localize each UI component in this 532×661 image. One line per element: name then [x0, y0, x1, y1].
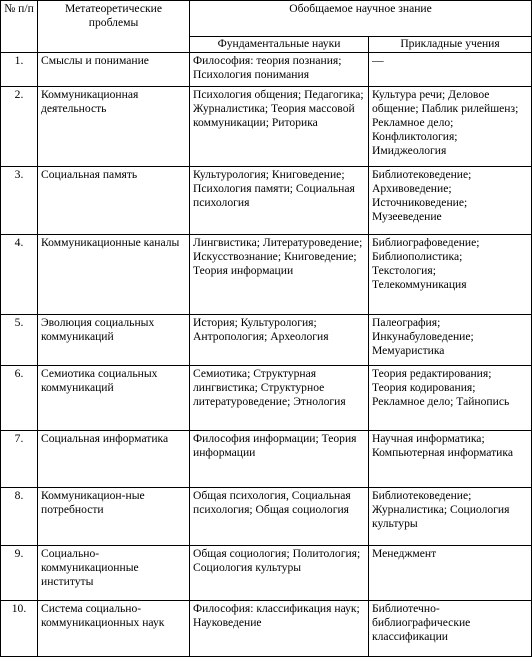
row-num: 2.	[1, 87, 38, 167]
row-applied: Библиографоведение; Библиополистика; Текстология; Телекоммуникация	[369, 235, 532, 315]
header-applied: Прикладные учения	[369, 37, 532, 53]
row-problem: Коммуникацион-ные потребности	[38, 488, 190, 546]
table-row	[1, 546, 532, 601]
header-num: № п/п	[1, 1, 38, 53]
table-row	[1, 167, 532, 235]
row-problem: Социальная информатика	[38, 431, 190, 488]
table-row	[1, 53, 532, 87]
row-applied: Библиотековедение; Архивоведение; Источниковедение; Музееведение	[369, 167, 532, 235]
row-num: 10.	[1, 601, 38, 657]
header-fundamental: Фундаментальные науки	[190, 37, 369, 53]
row-applied: Библиотечно-библиографические классификации	[369, 601, 532, 657]
row-num: 8.	[1, 488, 38, 546]
row-applied: Библиотековедение; Журналистика; Социология культуры	[369, 488, 532, 546]
row-fundamental: Лингвистика; Литературоведение; Искусствознание; Книговедение; Теория информации	[190, 235, 369, 315]
row-applied: —	[369, 53, 532, 87]
table-row	[1, 315, 532, 366]
row-num: 4.	[1, 235, 38, 315]
row-problem: Социально-коммуникационные институты	[38, 546, 190, 601]
row-problem: Семиотика социальных коммуникаций	[38, 366, 190, 431]
table-row	[1, 87, 532, 167]
table-row	[1, 431, 532, 488]
row-applied: Палеография; Инкунабуловедение; Мемуаристика	[369, 315, 532, 366]
row-problem: Эволюция социальных коммуникаций	[38, 315, 190, 366]
row-num: 1.	[1, 53, 38, 87]
row-num: 6.	[1, 366, 38, 431]
row-problem: Коммуникационные каналы	[38, 235, 190, 315]
table-row	[1, 601, 532, 657]
row-num: 7.	[1, 431, 38, 488]
row-fundamental: Психология общения; Педагогика; Журналистика; Теория массовой коммуникации; Риторика	[190, 87, 369, 167]
row-applied: Менеджмент	[369, 546, 532, 601]
row-applied: Научная информатика; Компьютерная информатика	[369, 431, 532, 488]
row-problem: Система социально-коммуникационных наук	[38, 601, 190, 657]
header-general-knowledge: Обобщаемое научное знание	[190, 1, 532, 37]
header-meta-problems: Метатеоретические проблемы	[38, 1, 190, 53]
row-fundamental: Философия: классификация наук; Науковедение	[190, 601, 369, 657]
row-problem: Смыслы и понимание	[38, 53, 190, 87]
row-fundamental: Общая социология; Политология; Социология культуры	[190, 546, 369, 601]
row-fundamental: Семиотика; Структурная лингвистика; Структурное литературоведение; Этнология	[190, 366, 369, 431]
table-row	[1, 488, 532, 546]
row-fundamental: Культурология; Книговедение; Психология памяти; Социальная психология	[190, 167, 369, 235]
row-num: 9.	[1, 546, 38, 601]
row-num: 3.	[1, 167, 38, 235]
row-fundamental: История; Культурология; Антропология; Археология	[190, 315, 369, 366]
row-fundamental: Философия: теория познания; Психология понимания	[190, 53, 369, 87]
row-fundamental: Общая психология, Социальная психология; Общая социология	[190, 488, 369, 546]
table-row	[1, 235, 532, 315]
row-fundamental: Философия информации; Теория информации	[190, 431, 369, 488]
row-problem: Коммуникационная деятельность	[38, 87, 190, 167]
row-num: 5.	[1, 315, 38, 366]
row-applied: Теория редактирования; Теория кодирования; Рекламное дело; Тайнопись	[369, 366, 532, 431]
table-row	[1, 366, 532, 431]
row-applied: Культура речи; Деловое общение; Паблик рилейшенз; Рекламное дело; Конфликтология; Имиджеология	[369, 87, 532, 167]
row-problem: Социальная память	[38, 167, 190, 235]
